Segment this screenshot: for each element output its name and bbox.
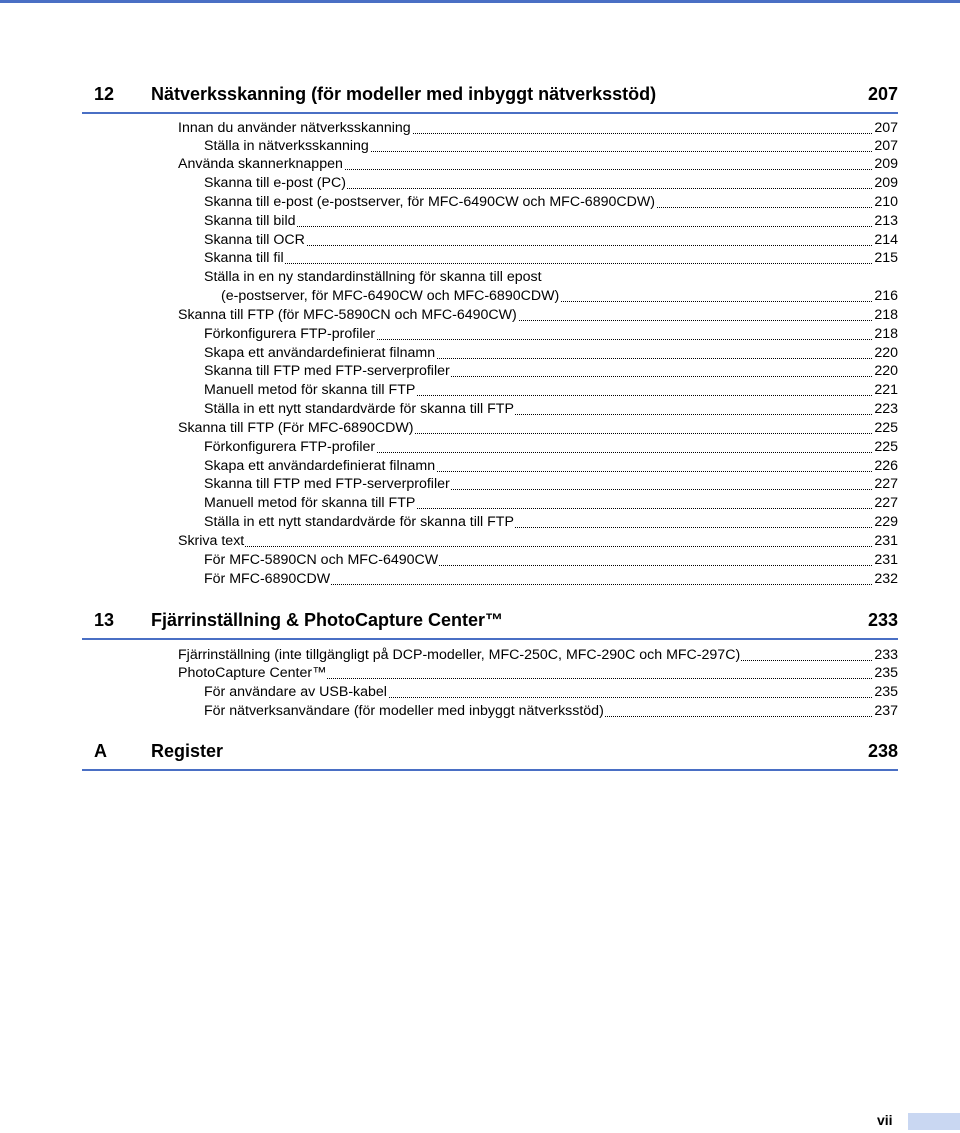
toc-entry-text: Ställa in ett nytt standardvärde för skanna till FTP (204, 514, 514, 530)
toc-entry-page: 227 (874, 495, 898, 511)
toc-entry-page: 232 (874, 571, 898, 587)
toc-entry[interactable] (204, 702, 898, 721)
toc-entry[interactable] (204, 137, 898, 156)
toc-entry-text: Skanna till e-post (PC) (204, 175, 346, 191)
toc-entry-text: Använda skannerknappen (178, 156, 343, 172)
toc-entry-page: 207 (874, 120, 898, 136)
toc-entry-page: 213 (874, 213, 898, 229)
toc-entry[interactable] (178, 419, 898, 438)
toc-entry-page: 223 (874, 401, 898, 417)
toc-entry-page: 225 (874, 420, 898, 436)
toc-entry-page: 221 (874, 382, 898, 398)
toc-entry-text: Skanna till FTP med FTP-serverprofiler (204, 363, 450, 379)
chapter-title: Fjärrinställning & PhotoCapture Center™ (151, 610, 504, 630)
toc-entry-text: (e-postserver, för MFC-6490CW och MFC-6890CDW) (221, 288, 560, 304)
toc-entry-text: För nätverksanvändare (för modeller med inbyggt nätverksstöd) (204, 703, 604, 719)
toc-entry-text: Skapa ett användardefinierat filnamn (204, 458, 436, 474)
toc-entry-page: 215 (874, 250, 898, 266)
footer-page-number: vii (877, 1112, 893, 1128)
toc-entry[interactable] (204, 457, 898, 476)
toc-entry-page: 214 (874, 232, 898, 248)
chapter-page: 207 (867, 84, 898, 104)
toc-entry-text: Ställa in en ny standardinställning för skanna till epost (204, 269, 542, 285)
toc-entry[interactable] (204, 174, 898, 193)
chapter-title: Nätverksskanning (för modeller med inbyggt nätverksstöd) (151, 84, 657, 104)
toc-entry-text: Skanna till FTP (för MFC-5890CN och MFC-6490CW) (178, 307, 517, 323)
toc-entry[interactable] (178, 155, 898, 174)
toc-entry[interactable] (204, 438, 898, 457)
toc-entry[interactable] (204, 212, 898, 231)
toc-entry[interactable] (204, 249, 898, 268)
toc-entry-page: 216 (874, 288, 898, 304)
toc-entry-page: 218 (874, 307, 898, 323)
toc-entry[interactable] (204, 570, 898, 589)
toc-entry-text: Manuell metod för skanna till FTP (204, 495, 416, 511)
toc-entry-page: 207 (874, 138, 898, 154)
top-rule (0, 0, 960, 3)
toc-chapter-13[interactable] (82, 608, 898, 640)
toc-entry-page: 225 (874, 439, 898, 455)
chapter-number: 13 (94, 610, 115, 630)
toc-entry-text: Skanna till FTP med FTP-serverprofiler (204, 476, 450, 492)
toc-entry-page: 231 (874, 552, 898, 568)
toc-entry-text: Skriva text (178, 533, 245, 549)
toc-entry[interactable] (178, 306, 898, 325)
toc-entry-text: För användare av USB-kabel (204, 684, 387, 700)
chapter-number: 12 (94, 84, 115, 104)
toc-entry-page: 209 (874, 175, 898, 191)
toc-entry-page: 227 (874, 476, 898, 492)
toc-entry-page: 235 (874, 665, 898, 681)
toc-entry-page: 231 (874, 533, 898, 549)
toc-chapter-a[interactable] (82, 739, 898, 771)
chapter-number: A (94, 741, 107, 761)
toc-entry-text: Ställa in ett nytt standardvärde för skanna till FTP (204, 401, 514, 417)
toc-entry-text: Skanna till e-post (e-postserver, för MFC-6490CW och MFC-6890CDW) (204, 194, 655, 210)
toc-entry-text: Skanna till OCR (204, 232, 305, 248)
toc-entry-page: 220 (874, 345, 898, 361)
toc-entry[interactable] (204, 683, 898, 702)
toc-entry[interactable] (178, 532, 898, 551)
toc-chapter-12[interactable] (82, 82, 898, 114)
toc-entry-text: Manuell metod för skanna till FTP (204, 382, 416, 398)
toc-entry[interactable] (178, 119, 898, 138)
toc-entry[interactable] (204, 231, 898, 250)
toc-entry[interactable] (204, 381, 898, 400)
toc-entry-page: 220 (874, 363, 898, 379)
toc-entry[interactable] (204, 513, 898, 532)
toc-entry-text: Innan du använder nätverksskanning (178, 120, 411, 136)
chapter-page: 233 (867, 610, 898, 630)
toc-entry-text: För MFC-5890CN och MFC-6490CW (204, 552, 439, 568)
toc-entry-page: 209 (874, 156, 898, 172)
toc-entry[interactable] (204, 494, 898, 513)
toc-entry-wrapped[interactable] (204, 268, 898, 287)
toc-entry-text: Förkonfigurera FTP-profiler (204, 439, 376, 455)
toc-entry[interactable] (204, 362, 898, 381)
toc-entry-text: Skanna till bild (204, 213, 296, 229)
toc-entry-page: 226 (874, 458, 898, 474)
toc-entry[interactable] (221, 287, 898, 306)
toc-entry-text: Skanna till fil (204, 250, 284, 266)
toc-entry[interactable] (178, 646, 898, 665)
toc-entry[interactable] (204, 193, 898, 212)
chapter-page: 238 (867, 741, 898, 761)
toc-entry-page: 218 (874, 326, 898, 342)
toc-entry-page: 237 (874, 703, 898, 719)
toc-entry[interactable] (178, 664, 898, 683)
toc-entry-page: 229 (874, 514, 898, 530)
toc-entry-page: 233 (874, 647, 898, 663)
toc-entry[interactable] (204, 325, 898, 344)
footer-bar (908, 1113, 960, 1130)
chapter-title: Register (151, 741, 224, 761)
toc-entry-text: För MFC-6890CDW (204, 571, 331, 587)
toc-entry-page: 235 (874, 684, 898, 700)
toc-entry-text: Skanna till FTP (För MFC-6890CDW) (178, 420, 414, 436)
toc-entry-text: Ställa in nätverksskanning (204, 138, 369, 154)
toc-entry[interactable] (204, 475, 898, 494)
toc-entry-text: Skapa ett användardefinierat filnamn (204, 345, 436, 361)
toc-entry[interactable] (204, 344, 898, 363)
toc-entry-text: Förkonfigurera FTP-profiler (204, 326, 376, 342)
toc-entry[interactable] (204, 551, 898, 570)
toc-entry-text: Fjärrinställning (inte tillgängligt på DCP-modeller, MFC-250C, MFC-290C och MFC-297C) (178, 647, 741, 663)
toc-entry[interactable] (204, 400, 898, 419)
toc-entry-text: PhotoCapture Center™ (178, 665, 327, 681)
toc-entry-page: 210 (874, 194, 898, 210)
